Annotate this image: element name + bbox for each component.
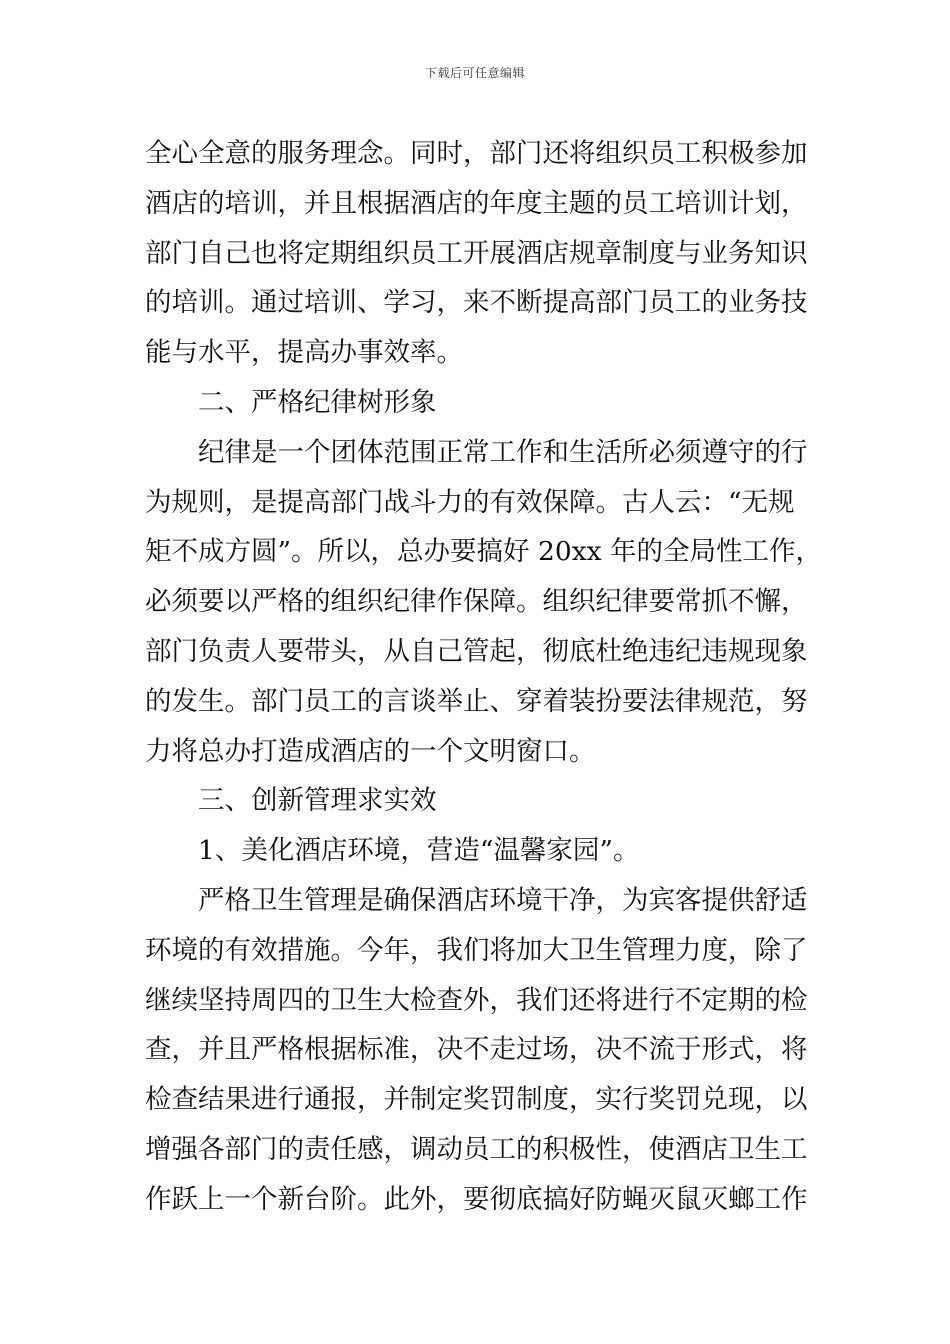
paragraph-line: 的培训。通过培训、学习，来不断提高部门员工的业务技 [145,287,808,319]
page-header: 下载后可任意编辑 [424,66,525,80]
document-body [145,129,823,1225]
paragraph-line: 为规则，是提高部门战斗力的有效保障。古人云：“无规 [145,486,795,518]
paragraph-line: 全心全意的服务理念。同时，部门还将组织员工积极参加 [145,138,808,169]
paragraph-line: 部门负责人要带头，从自己管起，彻底杜绝违纪违规现象 [145,635,808,667]
paragraph-line: 能与水平，提高办事效率。 [145,337,463,369]
paragraph-line: 作跃上一个新台阶。此外，要彻底搞好防蝇灭鼠灭螂工作 [145,1183,808,1215]
paragraph-line: 必须要以严格的组织纪律作保障。组织纪律要常抓不懈， [145,586,808,618]
section-heading: 三、创新管理求实效 [198,785,437,817]
paragraph-line: 力将总办打造成酒店的一个文明窗口。 [145,735,596,767]
paragraph-line: 继续坚持周四的卫生大检查外，我们还将进行不定期的检 [145,984,808,1016]
paragraph-line: 增强各部门的责任感，调动员工的积极性，使酒店卫生工 [145,1133,808,1165]
paragraph-line: 环境的有效措施。今年，我们将加大卫生管理力度，除了 [145,934,808,966]
paragraph-line: 的发生。部门员工的言谈举止、穿着装扮要法律规范，努 [145,685,808,717]
paragraph-line: 检查结果进行通报，并制定奖罚制度，实行奖罚兑现，以 [145,1084,808,1116]
paragraph-line: 严格卫生管理是确保酒店环境干净，为宾客提供舒适 [198,884,808,916]
paragraph-line: 部门自己也将定期组织员工开展酒店规章制度与业务知识 [145,237,808,269]
section-heading: 二、严格纪律树形象 [198,386,437,418]
paragraph-line: 纪律是一个团体范围正常工作和生活所必须遵守的行 [198,436,808,468]
subsection-heading: 1、美化酒店环境，营造“温馨家园”。 [198,835,640,867]
paragraph-line: 查，并且严格根据标准，决不走过场，决不流于形式，将 [145,1034,808,1066]
paragraph-line: 矩不成方圆”。所以，总办要搞好 20xx 年的全局性工作， [145,536,823,568]
paragraph-line: 酒店的培训，并且根据酒店的年度主题的员工培训计划， [145,187,808,219]
